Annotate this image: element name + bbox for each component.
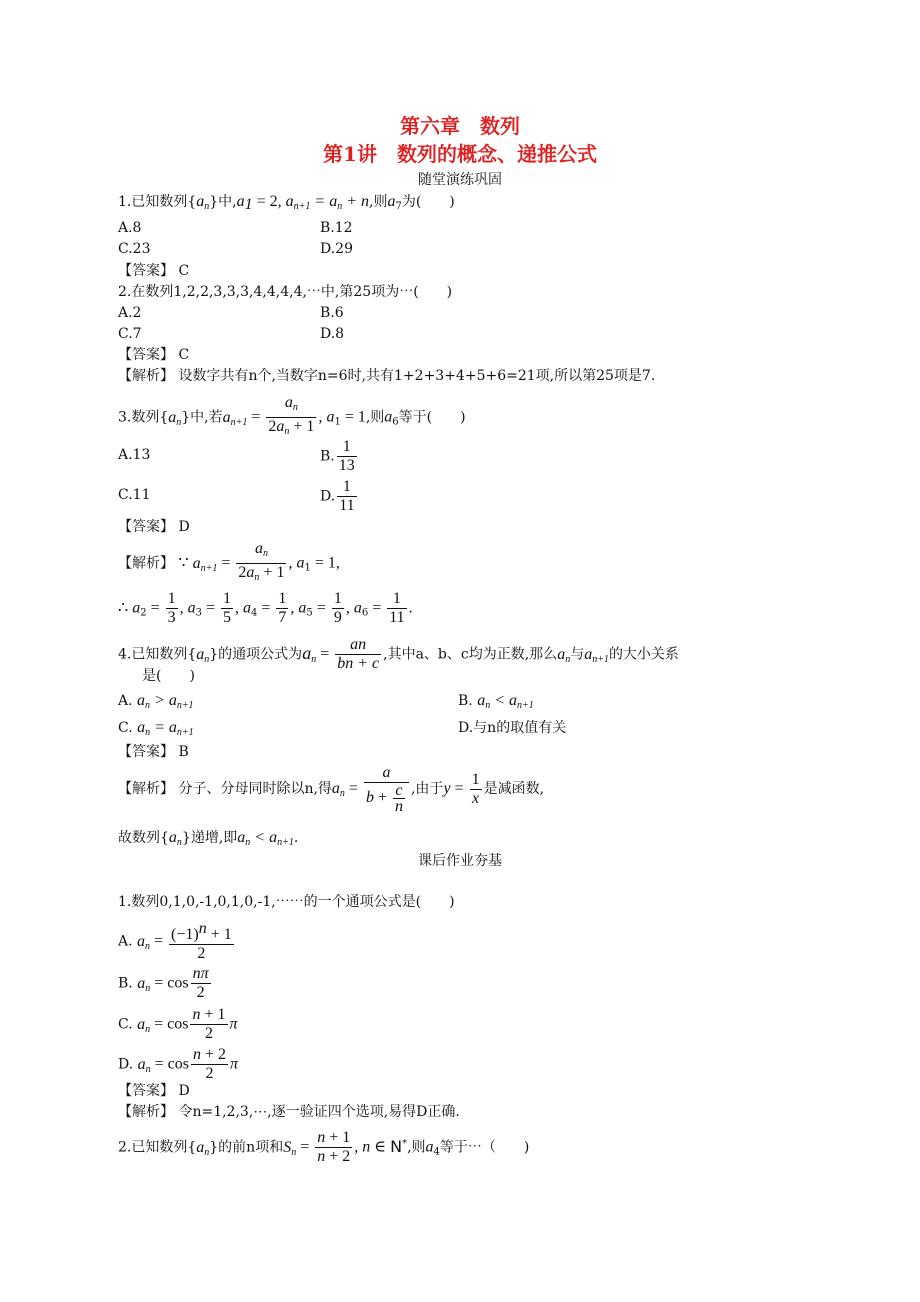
q1-option-c[interactable]: C.23 [118, 241, 151, 257]
q2-option-b[interactable]: B.6 [320, 305, 344, 321]
q2-option-c[interactable]: C.7 [118, 326, 142, 342]
hw-q1-option-c[interactable]: C. $a_n = \cos$ $\frac{n + 1}{2}$ π [118, 1006, 238, 1042]
question-4-stem-line2: 是( ) [142, 668, 195, 684]
hw-question-1-stem: 1.数列0,1,0,-1,0,1,0,-1,⋯⋯的一个通项公式是( ) [118, 894, 455, 910]
q2-option-a[interactable]: A.2 [118, 305, 142, 321]
q4-conclusion: 故数列$\{a_n\}$递增,即$a_n < a_{n+1}$. [118, 829, 299, 848]
lesson-title: 第1讲 数列的概念、递推公式 [323, 142, 597, 166]
hw-q1-option-b[interactable]: B. $a_n = \cos$ $\frac{n\pi}{2}$ [118, 965, 209, 1001]
q1-answer: 【答案】 C [118, 263, 190, 279]
q1-option-d[interactable]: D.29 [320, 241, 353, 257]
q3-analysis: 【解析】 ∵ $a_{n+1}$ = $\frac{a_n}{2a_n + 1}$ , $a_1 = 1$, [118, 540, 340, 583]
q4-option-b[interactable]: B. $a_n < a_{n+1}$ [458, 692, 534, 711]
q4-option-d[interactable]: D.与n的取值有关 [458, 720, 567, 736]
hw-q1-answer: 【答案】 D [118, 1083, 190, 1099]
q3-option-a[interactable]: A.13 [118, 447, 151, 463]
q3-analysis-steps: ∴ $a_2$ = $\frac{1}{3}$ , $a_3$ = $\frac{1}{5}$ , $a_4$ = $\frac{1}{7}$ , $a_5$ = $\frac{1}{9}$ , $a_6$ = $\frac{1}{11}$ . [118, 590, 413, 626]
q3-option-d[interactable]: D. $\frac{1}{11}$ [320, 478, 355, 514]
hw-q1-option-d[interactable]: D. $a_n = \cos$ $\frac{n + 2}{2}$ π [118, 1046, 239, 1082]
question-2-stem: 2.在数列1,2,2,3,3,3,4,4,4,4,⋯中,第25项为⋯( ) [118, 284, 453, 300]
hw-q1-option-a[interactable]: A. $a_n$ = $\frac{(-1)^n + 1}{2}$ [118, 920, 232, 962]
section-title-homework: 课后作业夯基 [418, 853, 502, 869]
chapter-title: 第六章 数列 [400, 114, 520, 138]
q4-analysis: 【解析】 分子、分母同时除以n,得$a_n$ = a b + $\frac{c}{n}$ ,由于y = $\frac{1}{x}$ 是减函数, [118, 764, 545, 815]
q1-option-a[interactable]: A.8 [118, 220, 142, 236]
question-3-stem: 3.数列$\{a_n\}$中,若$a_{n+1}$ = $\frac{a_n}{2a_n + 1}$ , $a_1 = 1$,则$a_6$等于( ) [118, 394, 466, 437]
q2-option-d[interactable]: D.8 [320, 326, 345, 342]
hw-question-2-stem: 2.已知数列$\{a_n\}$的前n项和$S_n$ = $\frac{n + 1}{n + 2}$ , n ∈ N*,则$a_4$等于⋯（ ) [118, 1129, 530, 1165]
q4-option-a[interactable]: A. $a_n > a_{n+1}$ [118, 692, 194, 711]
section-title-practice: 随堂演练巩固 [418, 172, 502, 188]
q3-option-c[interactable]: C.11 [118, 487, 151, 503]
q3-answer: 【答案】 D [118, 519, 190, 535]
hw-q1-analysis: 【解析】 令n=1,2,3,⋯,逐一验证四个选项,易得D正确. [118, 1104, 460, 1120]
q1-option-b[interactable]: B.12 [320, 220, 353, 236]
q4-option-c[interactable]: C. $a_n = a_{n+1}$ [118, 719, 194, 738]
question-4-stem: 4.已知数列$\{a_n\}$的通项公式为$a_n$ = $\frac{an}{bn + c}$ ,其中a、b、c均为正数,那么$a_n$与$a_{n+1}$的大小关系 [118, 636, 679, 672]
q2-answer: 【答案】 C [118, 347, 190, 363]
q2-analysis: 【解析】 设数字共有n个,当数字n=6时,共有1+2+3+4+5+6=21项,所以第25项是7. [118, 368, 656, 384]
q3-option-b[interactable]: B. $\frac{1}{13}$ [320, 438, 355, 474]
question-1-stem: 1.已知数列$\{a_n\}$中$,a_1 = 2$, $a_{n+1} = a_n + n$,则$a_7$为( ) [118, 193, 455, 213]
q4-answer: 【答案】 B [118, 744, 189, 760]
